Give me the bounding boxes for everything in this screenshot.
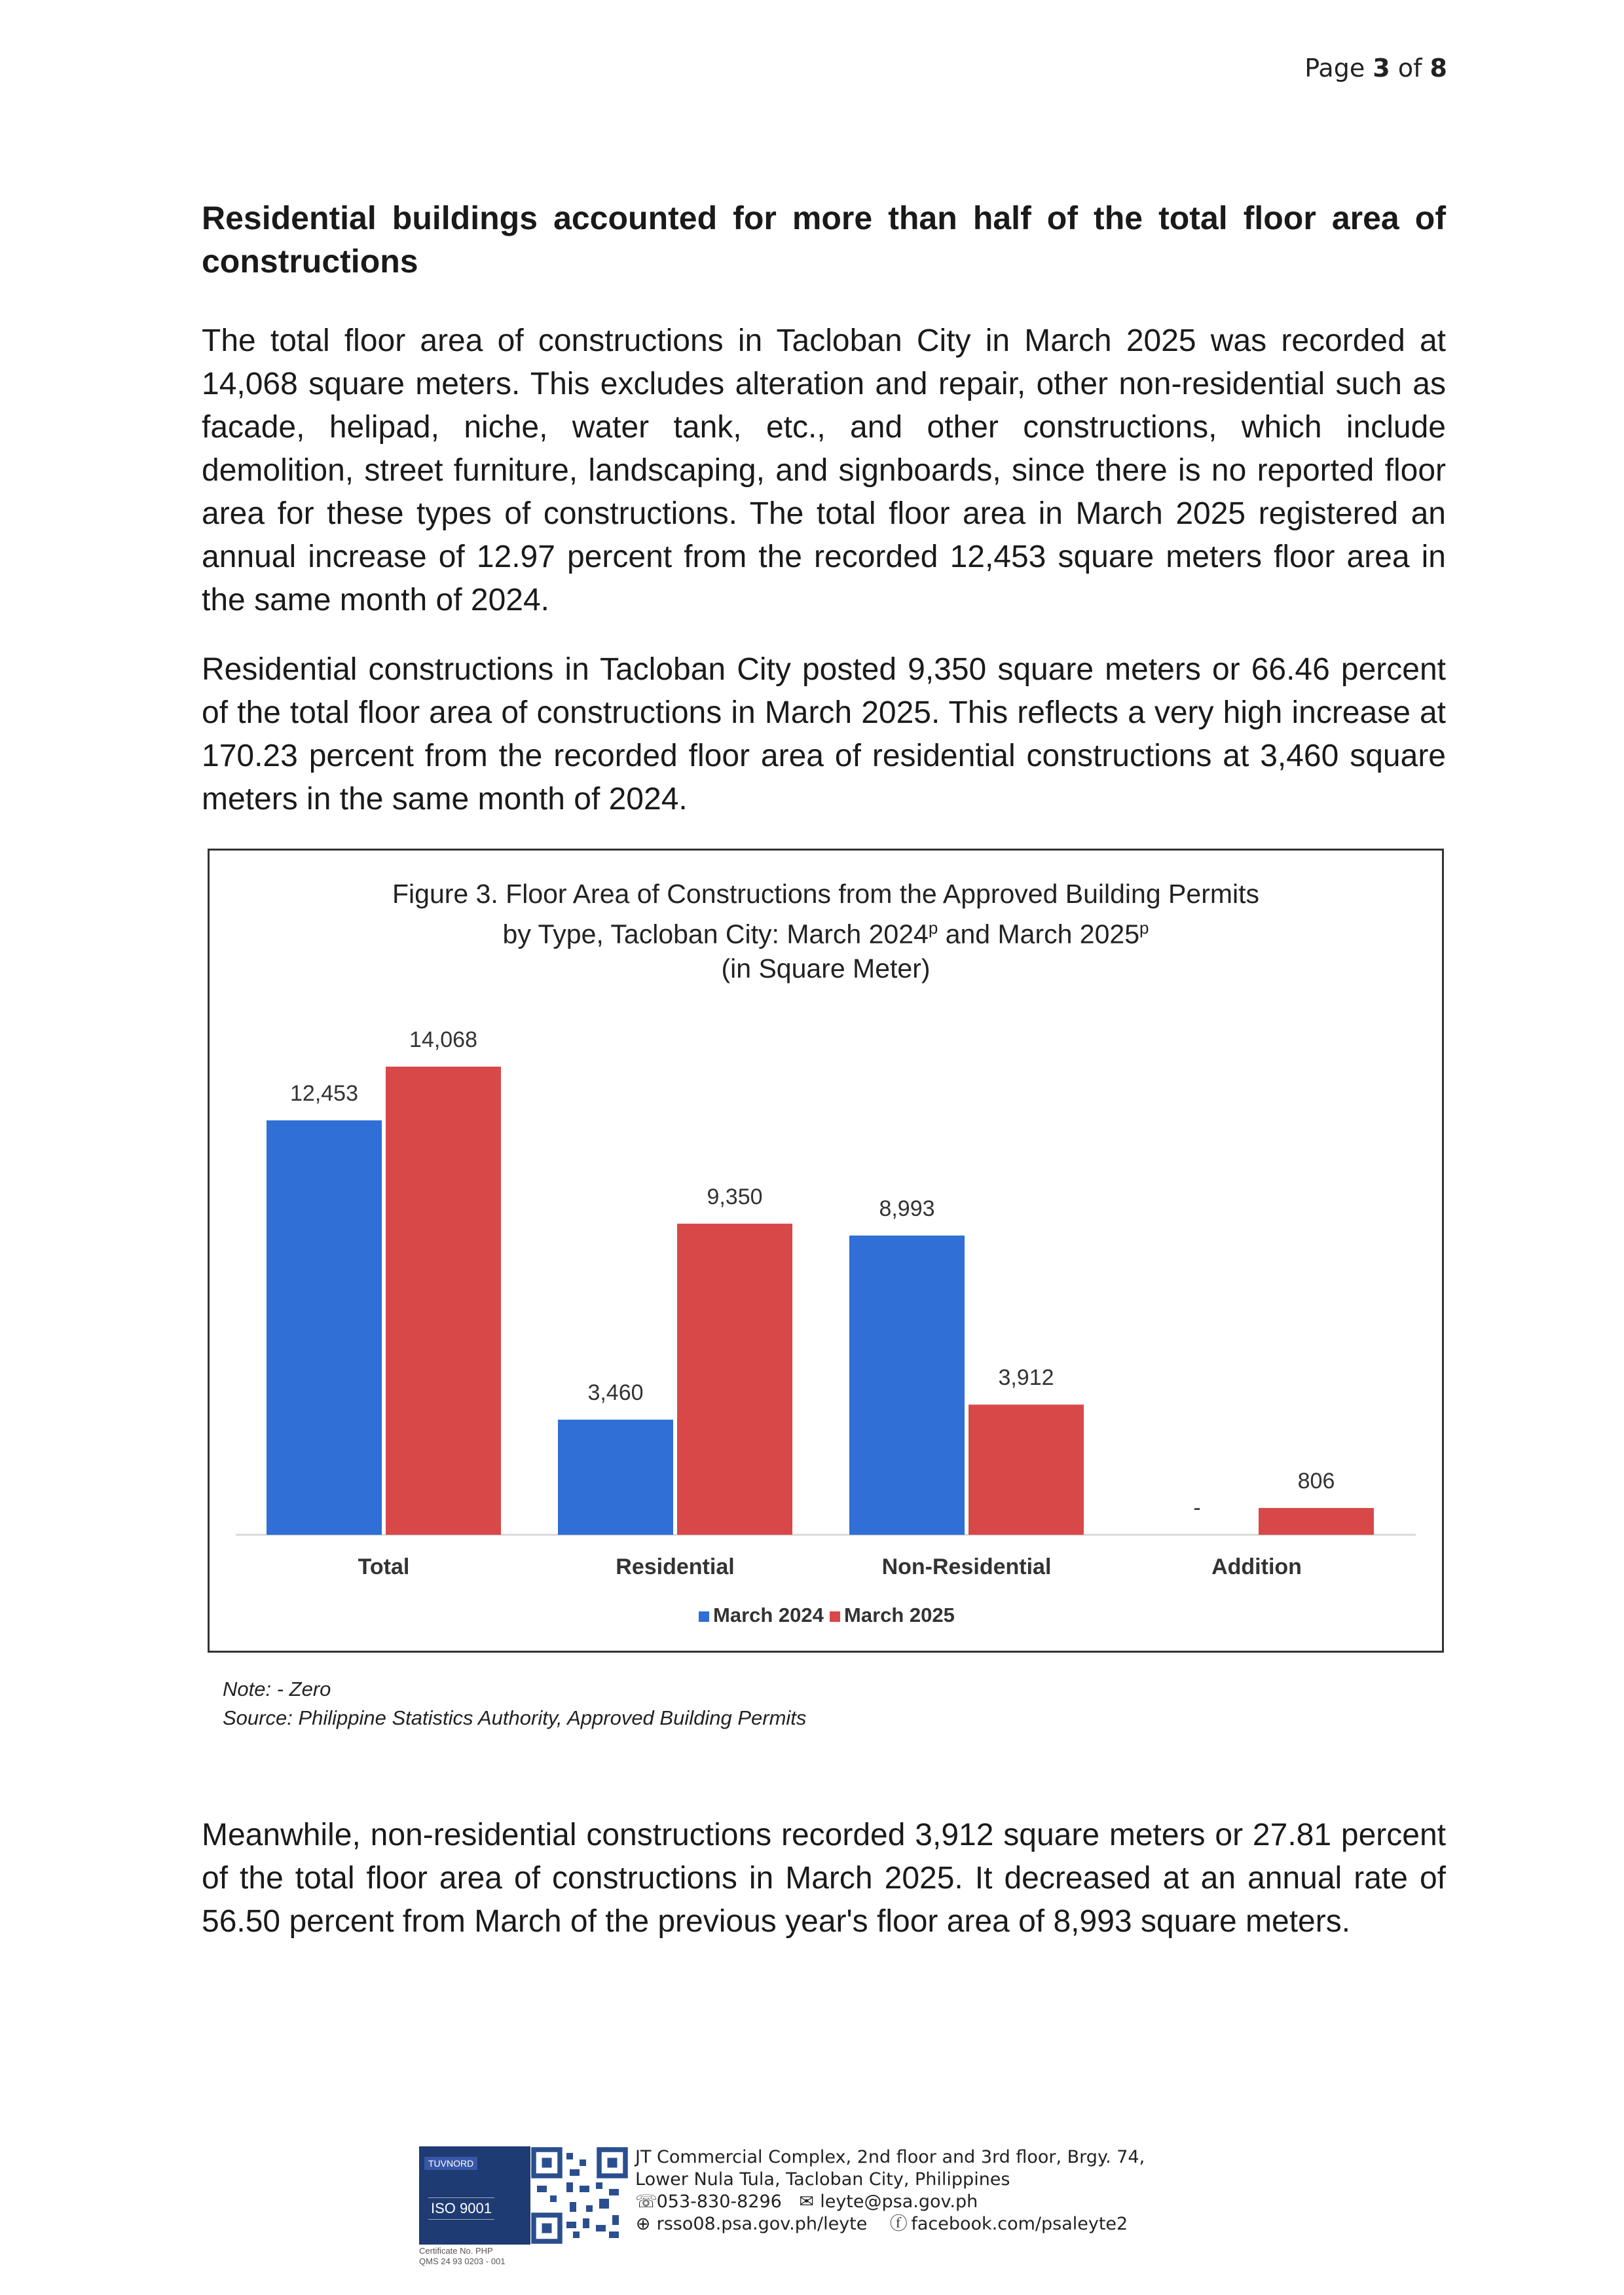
contact-info — [635, 2146, 1145, 2235]
category-label-non-residential: Non-Residential — [881, 1554, 1052, 1579]
facebook-link[interactable]: facebook.com/psaleyte2 — [911, 2214, 1128, 2234]
bar-non-residential-2024 — [849, 1236, 965, 1535]
paragraph-total-floor-area: The total floor area of constructions in Tacloban City in March 2025 was recorded at 14,068 square meters. This excludes alteration and repair, other non-residential such as facade, helipad, niche, water tank, etc., and other constructions, which include demolition, street furniture, landscaping, and signboards, since there is no reported floor area for these types of constructions. The total floor area in March 2025 registered an annual increase of 12.97 percent from the recorded 12,453 square meters floor area in the same month of 2024. — [202, 323, 1446, 617]
bar-total-2024 — [267, 1120, 382, 1535]
data-label-non-residential-2025: 3,912 — [998, 1365, 1054, 1391]
paragraph-non-residential: Meanwhile, non-residential constructions recorded 3,912 square meters or 27.81 percent of the total floor area of constructions in March 2025. It decreased at an annual rate of 56.50 percent from March of the previous year's floor area of 8,993 square meters. — [202, 1818, 1446, 1939]
legend-swatch-2024 — [699, 1611, 709, 1622]
data-label-total-2024: 12,453 — [290, 1081, 358, 1107]
website-link[interactable]: rsso08.psa.gov.ph/leyte — [656, 2214, 868, 2234]
section-heading: Residential buildings accounted for more than half of the total floor area of constructions — [202, 200, 1446, 280]
phone-number: 053-830-8296 — [656, 2192, 782, 2212]
figure-3-box — [208, 849, 1444, 1653]
data-label-addition-2024: - — [1193, 1496, 1201, 1520]
address-line-2: Lower Nula Tula, Tacloban City, Philippines — [635, 2169, 1010, 2190]
iso-certification-badge: TUVNORD ISO 9001 — [419, 2146, 537, 2245]
content-continued — [202, 1814, 1446, 1970]
data-label-residential-2024: 3,460 — [587, 1380, 644, 1406]
legend-label-2024: March 2024 — [713, 1604, 824, 1626]
phone-icon: ☏ — [635, 2192, 657, 2212]
main-content — [202, 196, 1446, 847]
bar-residential-2024 — [558, 1420, 673, 1535]
bar-residential-2025 — [677, 1224, 792, 1535]
source-text: Source: Philippine Statistics Authority, Approved Building Permits — [223, 1706, 807, 1729]
globe-icon: ⊕ — [635, 2214, 651, 2234]
data-label-total-2025: 14,068 — [409, 1027, 477, 1052]
figure-title: Figure 3. Floor Area of Constructions from the Approved Building Permits by Type, Tacloban City: March 2024$^p$ and March 2025$^p$ (in Square Meter) — [392, 879, 1259, 983]
category-label-residential: Residential — [616, 1554, 735, 1579]
certificate-number: Certificate No. PHP QMS 24 93 0203 - 001 — [419, 2246, 506, 2266]
footer — [419, 2146, 1205, 2277]
category-label-total: Total — [358, 1554, 410, 1579]
address-line-1: JT Commercial Complex, 2nd floor and 3rd floor, Brgy. 74, — [635, 2147, 1145, 2167]
qr-code-icon[interactable] — [530, 2146, 629, 2245]
page-number: Page 3 of 8 — [1304, 54, 1447, 83]
note-text: Note: - Zero — [223, 1678, 331, 1700]
figure-note — [223, 1675, 806, 1733]
email-icon: ✉ — [799, 2192, 814, 2212]
facebook-icon: ⓕ — [889, 2214, 908, 2234]
email-link[interactable]: leyte@psa.gov.ph — [820, 2192, 978, 2212]
paragraph-residential: Residential constructions in Tacloban City posted 9,350 square meters or 66.46 percent of the total floor area of constructions in March 2025. This reflects a very high increase at 170.23 percent from the recorded floor area of residential constructions at 3,460 square meters in the same month of 2024. — [202, 652, 1446, 817]
legend-label-2025: March 2025 — [844, 1604, 955, 1626]
category-label-addition: Addition — [1211, 1554, 1302, 1579]
data-label-residential-2025: 9,350 — [707, 1184, 763, 1209]
bar-total-2025 — [386, 1067, 501, 1535]
bar-addition-2025 — [1259, 1508, 1374, 1535]
data-label-addition-2025: 806 — [1297, 1469, 1335, 1494]
data-label-non-residential-2024: 8,993 — [879, 1196, 935, 1221]
legend-swatch-2025 — [830, 1611, 840, 1622]
floor-area-bar-chart — [210, 851, 1442, 1651]
bar-non-residential-2025 — [969, 1405, 1084, 1535]
